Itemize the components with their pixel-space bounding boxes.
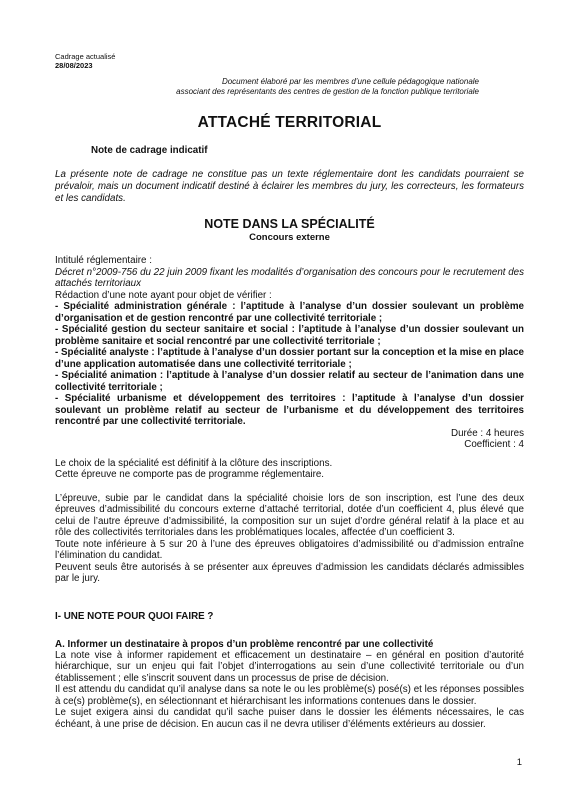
specialty-item: - Spécialité urbanisme et développement des territoires : l’aptitude à l’analyse d’un dossier soulevant un problème relatif au secteur de l’urbanisme et du développement des territoires rencontré par une collectivité territoriale. bbox=[55, 393, 524, 427]
intro-line-2: associant des représentants des centres de gestion de la fonction publique territoriale bbox=[176, 87, 479, 96]
header-label: Cadrage actualisé bbox=[55, 52, 116, 61]
epreuve-block bbox=[55, 493, 524, 585]
specialty-item: - Spécialité analyste : l’aptitude à l’analyse d’un dossier portant sur la conception et la mise en place d’une application automatisée dans une collectivité territoriale ; bbox=[55, 347, 524, 370]
page-number: 1 bbox=[516, 757, 522, 768]
intro-note bbox=[55, 77, 524, 97]
section-1a-paragraph-1: La note vise à informer rapidement et efficacement un destinataire – en général en position d’autorité hiérarchique, sur un enjeu qui fait l’objet d’interrogations au sein d’une collectivité territoriale ou d’un établissement ; elle s’inscrit souvent dans un processus de prise de décision. bbox=[55, 649, 524, 684]
document-page bbox=[55, 52, 524, 730]
section-1a-paragraph-3: Le sujet exigera ainsi du candidat qu’il sache puiser dans le dossier les éléments nécessaires, le cas échéant, à une prise de décision. En aucun cas il ne devra utiliser d’éléments extérieurs au dossier. bbox=[55, 707, 524, 730]
regulation-decree: Décret n°2009-756 du 22 juin 2009 fixant les modalités d’organisation des concours pour le recrutement des attachés territoriaux bbox=[55, 266, 525, 289]
header-date: 28/08/2023 bbox=[55, 61, 93, 70]
regulation-objective: Rédaction d’une note ayant pour objet de vérifier : bbox=[55, 289, 272, 301]
page-title: ATTACHÉ TERRITORIAL bbox=[197, 114, 382, 131]
specialty-title: NOTE DANS LA SPÉCIALITÉ bbox=[204, 217, 375, 231]
choice-block bbox=[55, 458, 524, 481]
cadrage-title: Note de cadrage indicatif bbox=[91, 145, 208, 156]
section-1a-title: A. Informer un destinataire à propos d’un problème rencontré par une collectivité bbox=[55, 638, 434, 650]
choice-line-1: Le choix de la spécialité est définitif à la clôture des inscriptions. bbox=[55, 457, 333, 469]
regulation-label: Intitulé réglementaire : bbox=[55, 255, 152, 266]
specialty-item: - Spécialité animation : l’aptitude à l’analyse d’un dossier relatif au secteur de l’animation dans une collectivité territoriale ; bbox=[55, 370, 524, 393]
disclaimer: La présente note de cadrage ne constitue pas un texte réglementaire dont les candidats pourraient se prévaloir, mais un document indicatif destiné à éclairer les membres du jury, les correcteurs, les formateurs et les candidats. bbox=[55, 169, 524, 204]
specialty-item: - Spécialité administration générale : l’aptitude à l’analyse d’un dossier soulevant un problème d’organisation et de gestion rencontré par une collectivité territoriale ; bbox=[55, 301, 524, 324]
regulation-block bbox=[55, 255, 524, 451]
duration: Durée : 4 heures bbox=[451, 427, 524, 439]
coefficient: Coefficient : 4 bbox=[464, 439, 524, 450]
admission-paragraph: Peuvent seuls être autorisés à se présenter aux épreuves d’admission les candidats déclarés admissibles par le jury. bbox=[55, 561, 524, 584]
intro-line-1: Document élaboré par les membres d’une cellule pédagogique nationale bbox=[221, 77, 479, 86]
section-1a-paragraph-2: Il est attendu du candidat qu’il analyse dans sa note le ou les problème(s) posé(s) et les réponses possibles à ce(s) problème(s), en sélectionnant et hiérarchisant les informations contenues dans le dossier. bbox=[55, 684, 524, 707]
specialty-subtitle: Concours externe bbox=[249, 232, 330, 243]
elimination-paragraph: Toute note inférieure à 5 sur 20 à l’une des épreuves obligatoires d’admissibilité ou d’admission entraîne l’élimination du candidat. bbox=[55, 538, 524, 561]
specialty-item: - Spécialité gestion du secteur sanitaire et social : l’aptitude à l’analyse d’un dossier soulevant un problème sanitaire et social rencontré par une collectivité territoriale ; bbox=[55, 324, 524, 347]
section-1-title: I- UNE NOTE POUR QUOI FAIRE ? bbox=[55, 610, 214, 622]
epreuve-paragraph: L’épreuve, subie par le candidat dans la spécialité choisie lors de son inscription, est l’une des deux épreuves d’admissibilité du concours externe d’attaché territorial, dotée d’un coefficient 4, plus élevé que celui de l’autre épreuve d’admissibilité, la composition sur un sujet d’ordre général relatif à la place et au rôle des collectivités territoriales dans les problématiques locales, affectée d’un coefficient 3. bbox=[55, 492, 524, 538]
choice-line-2: Cette épreuve ne comporte pas de programme réglementaire. bbox=[55, 469, 325, 480]
